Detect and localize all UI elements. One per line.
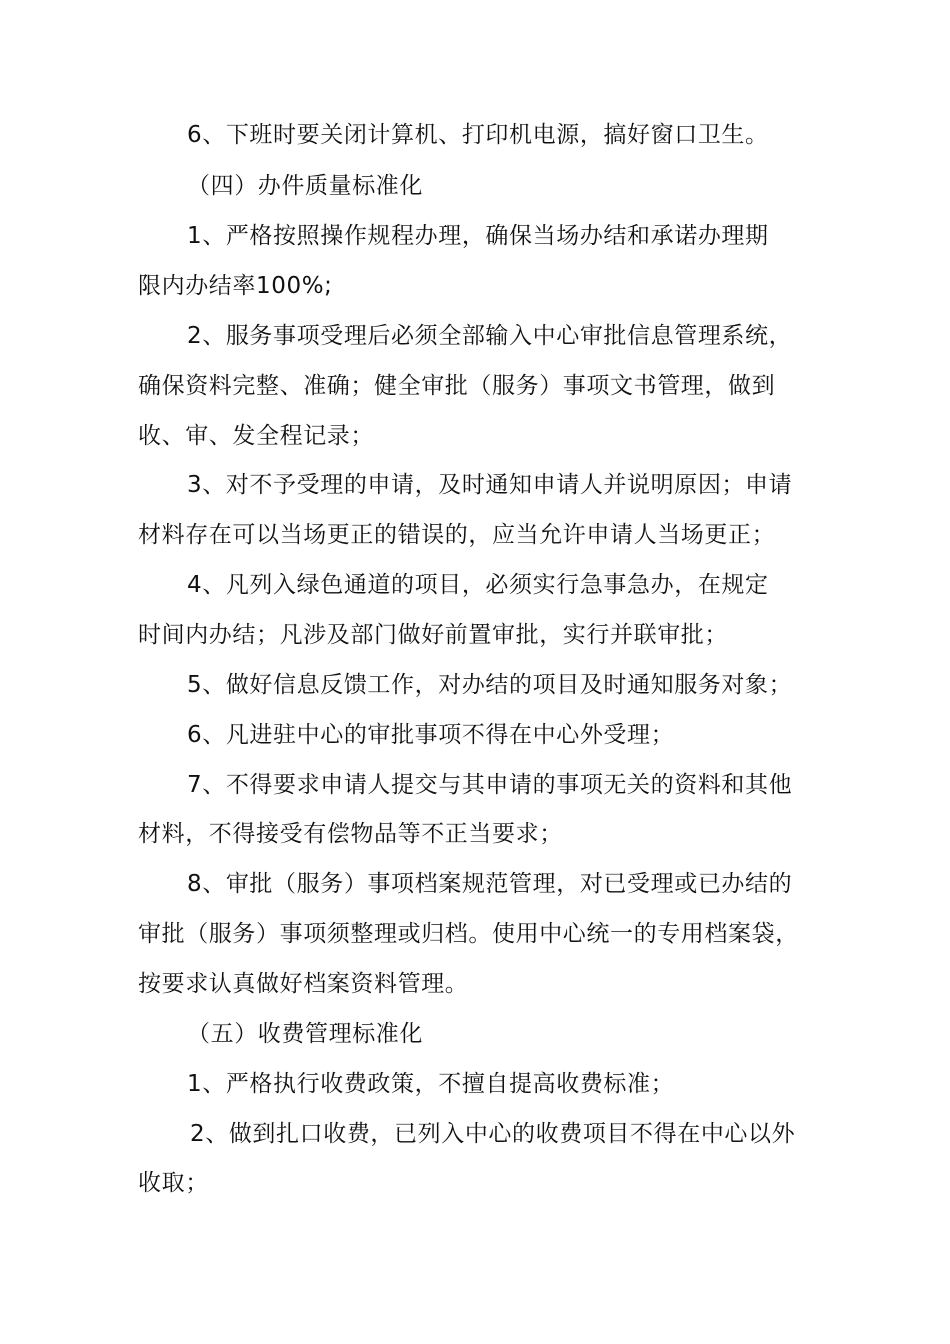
text-line: 限内办结率100%;	[138, 273, 333, 299]
text-line: 材料，不得接受有偿物品等不正当要求；	[138, 821, 563, 847]
text-line: 5、做好信息反馈工作，对办结的项目及时通知服务对象；	[187, 672, 793, 698]
text-line: 2、服务事项受理后必须全部输入中心审批信息管理系统，	[187, 323, 793, 349]
section-heading: （五）收费管理标准化	[187, 1021, 423, 1047]
text-line: 7、不得要求申请人提交与其申请的事项无关的资料和其他	[187, 772, 793, 798]
text-line: 收、审、发全程记录；	[138, 423, 374, 449]
text-line: 审批（服务）事项须整理或归档。使用中心统一的专用档案袋，	[138, 921, 799, 947]
text-line: 3、对不予受理的申请，及时通知申请人并说明原因；申请	[187, 472, 793, 498]
text-line: 时间内办结；凡涉及部门做好前置审批，实行并联审批；	[138, 622, 728, 648]
section-heading: （四）办件质量标准化	[187, 173, 423, 199]
text-line: 按要求认真做好档案资料管理。	[138, 971, 469, 997]
text-line: 2、做到扎口收费，已列入中心的收费项目不得在中心以外	[190, 1121, 796, 1147]
text-line: 4、凡列入绿色通道的项目，必须实行急事急办，在规定	[187, 572, 769, 598]
text-line: 确保资料完整、准确；健全审批（服务）事项文书管理，做到	[138, 373, 776, 399]
text-line: 收取；	[138, 1170, 209, 1196]
text-line: 6、凡进驻中心的审批事项不得在中心外受理；	[187, 722, 675, 748]
text-line: 1、严格执行收费政策，不擅自提高收费标准；	[187, 1071, 675, 1097]
text-line: 8、审批（服务）事项档案规范管理，对已受理或已办结的	[187, 871, 793, 897]
text-line: 材料存在可以当场更正的错误的，应当允许申请人当场更正；	[138, 522, 776, 548]
text-line: 1、严格按照操作规程办理，确保当场办结和承诺办理期	[187, 223, 769, 249]
text-line: 6、下班时要关闭计算机、打印机电源，搞好窗口卫生。	[187, 122, 769, 148]
